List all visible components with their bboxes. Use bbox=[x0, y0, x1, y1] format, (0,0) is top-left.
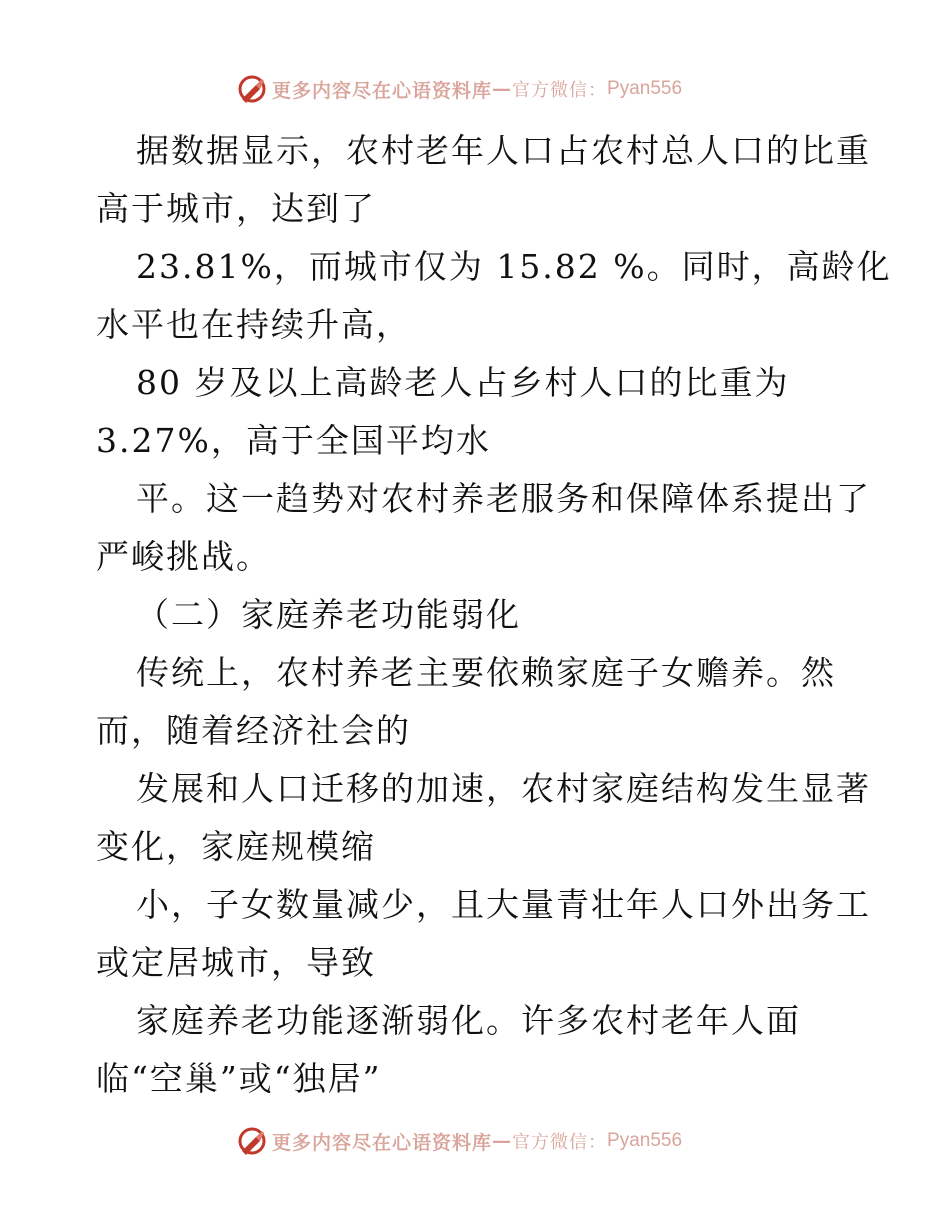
text-line: 发展和人口迁移的加速，农村家庭结构发生显著 bbox=[136, 769, 871, 808]
text-line: 水平也在持续升高， bbox=[96, 305, 411, 344]
text-line: 80 岁及以上高龄老人占乡村人口的比重为 bbox=[136, 363, 790, 402]
text-line: 3.27%，高于全国平均水 bbox=[96, 421, 491, 460]
pen-logo-icon bbox=[236, 1125, 268, 1157]
text-line: 临“空巢”或“独居” bbox=[96, 1059, 382, 1098]
pen-logo-icon bbox=[236, 73, 268, 105]
text-line: 或定居城市，导致 bbox=[96, 943, 376, 982]
watermark-dash: — bbox=[492, 78, 513, 100]
watermark-main-text: 更多内容尽在心语资料库 bbox=[272, 79, 493, 102]
text-line: 家庭养老功能逐渐弱化。许多农村老年人面 bbox=[136, 1001, 801, 1040]
text-line: 严峻挑战。 bbox=[96, 537, 271, 576]
watermark-wechat-label: 官方微信： bbox=[512, 1132, 608, 1153]
watermark-footer bbox=[236, 1124, 682, 1158]
watermark-header bbox=[236, 72, 682, 106]
text-line: 23.81%，而城市仅为 15.82 %。同时，高龄化 bbox=[136, 247, 892, 286]
watermark-main-text: 更多内容尽在心语资料库 bbox=[272, 1131, 493, 1154]
text-line: 平。这一趋势对农村养老服务和保障体系提出了 bbox=[136, 479, 871, 518]
text-line: 而，随着经济社会的 bbox=[96, 711, 411, 750]
watermark-wechat-id: Pyan556 bbox=[607, 78, 683, 99]
watermark-wechat-label: 官方微信： bbox=[512, 80, 608, 101]
text-line: 高于城市，达到了 bbox=[96, 189, 376, 228]
text-line: 据数据显示，农村老年人口占农村总人口的比重 bbox=[136, 131, 871, 170]
watermark-dash: — bbox=[492, 1130, 513, 1152]
text-line: 小，子女数量减少，且大量青壮年人口外出务工 bbox=[136, 885, 871, 924]
document-body bbox=[96, 122, 892, 1108]
text-line: 变化，家庭规模缩 bbox=[96, 827, 376, 866]
watermark-wechat-id: Pyan556 bbox=[607, 1130, 683, 1151]
section-heading: （二）家庭养老功能弱化 bbox=[136, 595, 521, 634]
text-line: 传统上，农村养老主要依赖家庭子女赡养。然 bbox=[136, 653, 836, 692]
